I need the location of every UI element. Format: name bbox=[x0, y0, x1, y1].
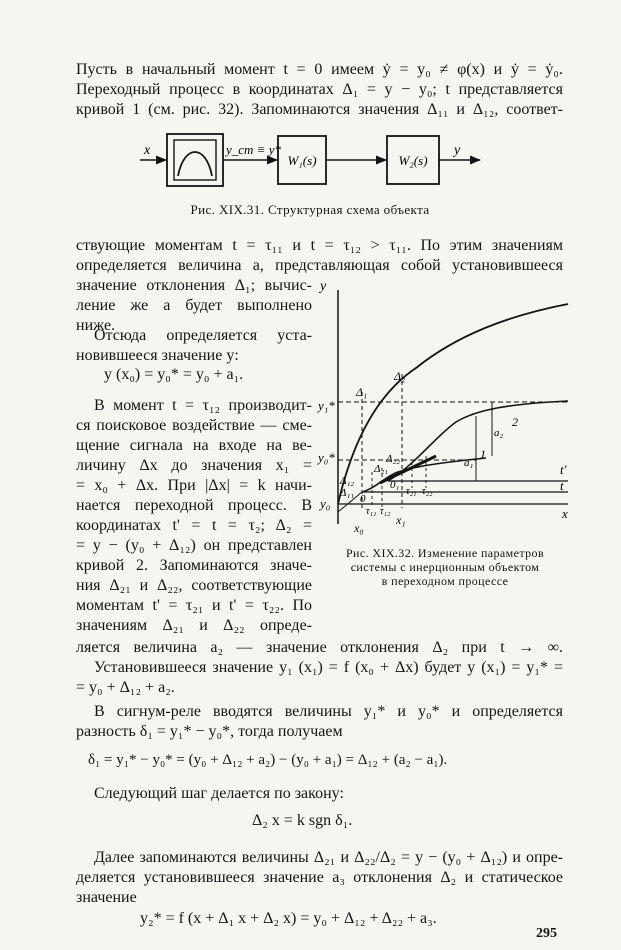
formula-delta1: δ₁ = y₁* − y₀* = (y₀ + Δ₁₂ + a₂) − (y₀ + a₁) = Δ₁₂ + (a₂ − a₁). bbox=[88, 752, 448, 768]
label-x1: x₁ bbox=[396, 513, 406, 527]
para3-line-4: личину Δx до значения x₁ = bbox=[76, 457, 312, 474]
para3-line-10: ния Δ₂₁ и Δ₂₂, соответствующие bbox=[76, 577, 312, 594]
block-diagram bbox=[130, 124, 490, 194]
para4-line-1: Установившееся значение y₁ (x₁) = f (x₀ + Δx) будет y (x₁) = y₁* = bbox=[94, 659, 563, 676]
para1-line-5: ниже. bbox=[76, 317, 116, 334]
label-delta2: Δ₂ bbox=[394, 369, 406, 383]
extremum-curve-icon bbox=[178, 152, 212, 176]
intro-line-3: кривой 1 (см. рис. 32). Запоминаются значения Δ₁₁ и Δ₁₂, соответ- bbox=[76, 101, 563, 118]
para3-last-line: ляется величина a₂ — значение отклонения Δ₂ при t → ∞. bbox=[76, 639, 563, 656]
block-w1-label: W₁(s) bbox=[287, 153, 317, 168]
figure-32-caption-line-2: системы с инерционным объектом bbox=[350, 560, 540, 574]
figure-32-caption-line-3: в переходном процессе bbox=[381, 574, 509, 588]
para7-line-1: Далее запоминаются величины Δ₂₁ и Δ₂₂/Δ₂ = y − (y₀ + Δ₁₂) и опре- bbox=[94, 849, 563, 866]
para3-line-11: моментам t' = τ₂₁ и t' = τ₂₂. По bbox=[76, 597, 312, 614]
para7-line-2: деляется установившееся значение a₃ отклонения Δ₂ и статическое bbox=[76, 869, 564, 886]
para7-line-3: значение bbox=[76, 889, 137, 906]
axis-label-x: x bbox=[562, 506, 568, 521]
para3-line-1: В момент t = τ₁₂ производит- bbox=[94, 397, 312, 414]
label-tau12: τ₁₂ bbox=[380, 506, 391, 517]
para3-line-7: координатах t' = t = τ₂; Δ₂ = bbox=[76, 517, 312, 534]
para5-line-2: разность δ₁ = y₁* − y₀*, тогда получаем bbox=[76, 723, 343, 740]
label-a1: a₁ bbox=[464, 457, 474, 469]
nonlinear-block bbox=[167, 134, 223, 186]
axis-label-t-prime: t' bbox=[560, 462, 567, 477]
para3-line-2: ся поисковое воздействие — сме- bbox=[76, 417, 312, 434]
para6-line-1: Следующий шаг делается по закону: bbox=[94, 785, 344, 802]
label-delta21: Δ₂₁ bbox=[374, 463, 389, 475]
diagram-output-label: y bbox=[454, 143, 461, 158]
para2-line-2: новившееся значение y: bbox=[76, 347, 239, 364]
formula-step: Δ₂ x = k sgn δ₁. bbox=[252, 812, 353, 829]
intro-line-1: Пусть в начальный момент t = 0 имеем ẏ = y₀ ≠ φ(x) и ẏ = ẏ₀. bbox=[76, 61, 563, 78]
para3-line-5: = x₀ + Δx. При |Δx| = k начи- bbox=[76, 477, 312, 494]
label-y0-star: y₀* bbox=[318, 450, 335, 465]
label-curve-2: 2 bbox=[512, 415, 518, 429]
axis-label-t: t bbox=[560, 478, 564, 493]
page-number: 295 bbox=[536, 926, 557, 941]
formula-y-x0: y (x₀) = y₀* = y₀ + a₁. bbox=[104, 366, 244, 383]
label-delta11: Δ₁₁ bbox=[340, 487, 355, 499]
nonlinear-block-inner bbox=[174, 140, 216, 180]
para1-line-3: значение отклонения Δ₁; вычис- bbox=[76, 277, 312, 294]
label-tau11: τ₁₁ bbox=[366, 506, 377, 517]
label-tau21: τ₂₁ bbox=[406, 486, 417, 497]
para3-line-9: кривой 2. Запоминаются значе- bbox=[76, 557, 312, 574]
para5-line-1: В сигнум-реле вводятся величины y₁* и y₀* и определяется bbox=[94, 703, 563, 720]
para1-line-4: ление же a будет выполнено bbox=[76, 297, 312, 314]
label-y0: y₀ bbox=[320, 496, 331, 511]
label-delta22: Δ₂₂ bbox=[386, 453, 401, 465]
diagram-mid-label: y_cm ≡ y* bbox=[226, 142, 281, 157]
transient-curve-2 bbox=[388, 401, 568, 481]
figure-32-caption-line-1: Рис. XIX.32. Изменение параметров bbox=[345, 546, 545, 560]
label-delta12: Δ₁₂ bbox=[340, 475, 355, 487]
para4-line-2: = y₀ + Δ₁₂ + a₂. bbox=[76, 679, 175, 696]
transient-graph bbox=[316, 276, 574, 544]
intro-line-2: Переходный процесс в координатах Δ₁ = y − y₀; t представляется bbox=[76, 81, 563, 98]
para3-line-3: щение сигнала на входе на ве- bbox=[76, 437, 312, 454]
para3-line-8: = y − (y₀ + Δ₁₂) он представлен bbox=[76, 537, 312, 554]
formula-y2-star: y₂* = f (x + Δ₁ x + Δ₂ x) = y₀ + Δ₁₂ + Δ₂₂ + a₃. bbox=[140, 910, 437, 927]
para3-line-6: нается переходной процесс. В bbox=[76, 497, 312, 514]
label-origin-1: 0₁ bbox=[390, 479, 400, 491]
label-x0: x₀ bbox=[354, 521, 364, 535]
label-delta1: Δ₁ bbox=[356, 385, 368, 399]
para3-column bbox=[76, 396, 312, 636]
label-curve-1: 1 bbox=[480, 447, 486, 461]
para2-line-1: Отсюда определяется уста- bbox=[94, 327, 312, 344]
axis-label-y: y bbox=[320, 279, 327, 294]
label-tau22: τ₂₂ bbox=[422, 486, 433, 497]
label-y1-star: y₁* bbox=[318, 398, 335, 413]
figure-31-caption: Рис. XIX.31. Структурная схема объекта bbox=[190, 202, 430, 217]
label-a2: a₂ bbox=[494, 427, 504, 439]
diagram-input-label: x bbox=[144, 143, 151, 158]
label-origin: 0 bbox=[360, 493, 366, 505]
para1-line-1: ствующие моментам t = τ₁₁ и t = τ₁₂ > τ₁₁. По этим значениям bbox=[76, 237, 563, 254]
para1-line-2: определяется величина a, представляющая собой установившееся bbox=[76, 257, 563, 274]
para3-line-12: значениям Δ₂₁ и Δ₂₂ опреде- bbox=[76, 617, 312, 634]
block-w2-label: W₂(s) bbox=[398, 153, 428, 168]
